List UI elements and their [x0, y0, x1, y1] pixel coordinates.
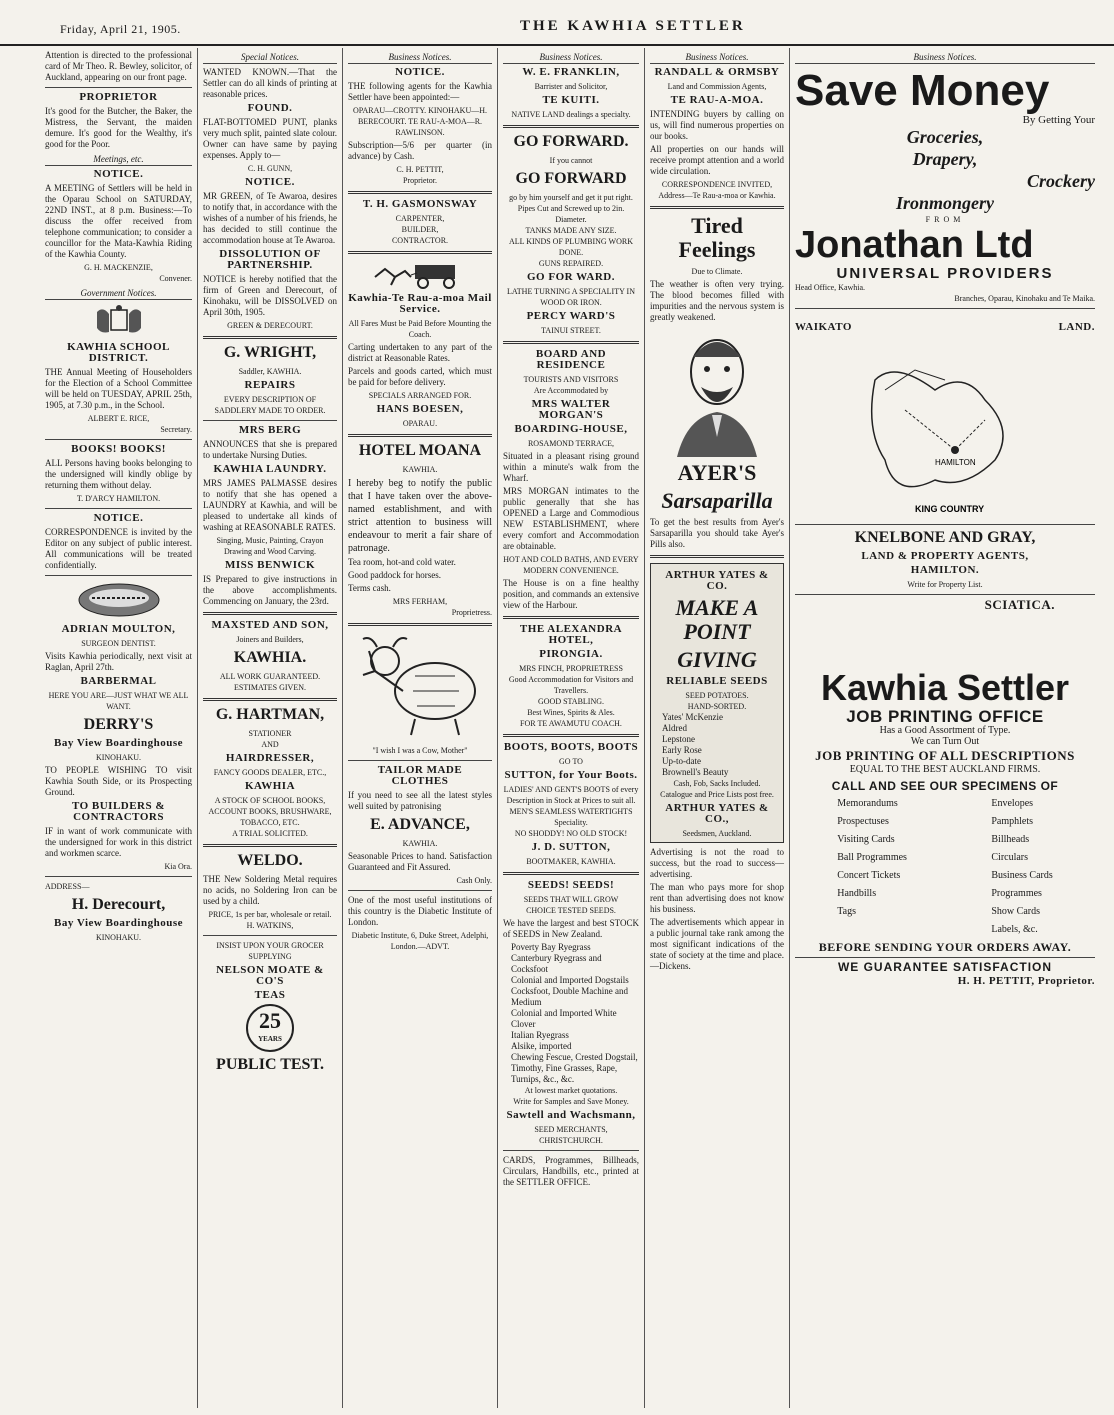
specimen-item: Billheads — [991, 834, 1030, 845]
seeds-sub: SEEDS THAT WILL GROW — [523, 895, 619, 904]
sawtell-name: Sawtell and Wachsmann, — [506, 1109, 636, 1121]
by-getting: By Getting Your — [1022, 114, 1095, 126]
hotel-sign: MRS FERHAM, — [392, 597, 448, 606]
agents-list: OPARAU—CROTTY. KINOHAKU—H. BERECOURT. TE RAU-A-MOA—R. RAWLINSON. — [352, 106, 487, 137]
builders-heading: TO BUILDERS & CONTRACTORS — [71, 800, 166, 823]
shoddy-text: NO SHODDY! NO OLD STOCK! — [514, 829, 628, 838]
land-agents: LAND & PROPERTY AGENTS, — [861, 550, 1029, 562]
sciatica-space — [795, 613, 1095, 668]
notice-heading-3: NOTICE. — [395, 66, 445, 78]
hotel-paddock: Good paddock for horses. — [348, 570, 441, 580]
potato-item: Lepstone — [662, 734, 695, 744]
alexandra-place: PIRONGIA. — [539, 648, 603, 660]
repairs-heading: REPAIRS — [244, 379, 296, 391]
job-all: JOB PRINTING OF ALL DESCRIPTIONS — [815, 748, 1075, 763]
hotel-terms: Terms cash. — [348, 583, 391, 593]
seed-list-item: Poverty Bay Ryegrass — [511, 942, 591, 952]
sawtell-sub: SEED MERCHANTS, — [534, 1125, 608, 1134]
specimen-item: Pamphlets — [991, 816, 1034, 827]
write-text: Write for Samples and Save Money. — [513, 1097, 629, 1106]
randall-text: INTENDING buyers by calling on us, will find numerous properties on our books. — [650, 109, 784, 141]
terrace-text: ROSAMOND TERRACE, — [527, 439, 615, 448]
column-2 — [198, 48, 343, 1408]
franklin-sub: Barrister and Solicitor, — [534, 82, 608, 91]
sawtell-place: CHRISTCHURCH. — [539, 1136, 603, 1145]
hartman-place: KAWHIA — [244, 780, 296, 792]
pipes-text: Pipes Cut and Screwed up to 2in. Diameter. — [517, 204, 625, 224]
boots-heading: BOOTS, BOOTS, BOOTS — [503, 741, 639, 753]
map-hamilton-label: HAMILTON — [935, 458, 976, 467]
derecourt-name: H. Derecourt, — [71, 896, 166, 913]
sarsaparilla: Sarsaparilla — [661, 488, 773, 513]
cash-only: Cash Only. — [456, 876, 492, 885]
jonathan-ltd: Jonathan Ltd — [795, 224, 1034, 266]
barber-heading: BARBERMAL — [80, 675, 157, 687]
randall-text-2: All properties on our hands will receive prompt attention and a world wide circulation. — [650, 144, 784, 176]
section-govt: Government Notices. — [45, 288, 192, 300]
maxsted-name: MAXSTED AND SON, — [211, 619, 329, 631]
potato-item: Early Rose — [662, 745, 702, 755]
issue-date: Friday, April 21, 1905. — [60, 22, 181, 36]
franklin-text: NATIVE LAND dealings a specialty. — [511, 110, 631, 119]
section-business-4: Business Notices. — [503, 52, 639, 64]
advance-text: Seasonable Prices to hand. Satisfaction Guaranteed and Fit Assured. — [348, 851, 492, 872]
tailor-heading: TAILOR MADE CLOTHES — [377, 764, 463, 787]
proprietor-heading: PROPRIETOR — [79, 91, 158, 103]
potato-item: Up-to-date — [662, 756, 701, 766]
job-printing-office: JOB PRINTING OFFICE — [846, 707, 1044, 726]
alexandra-text: Good Accommodation for Visitors and Travellers. — [508, 675, 634, 695]
carpenter-sub: CARPENTER, — [395, 214, 445, 223]
write-list: Write for Property List. — [907, 580, 983, 589]
potato-item: Brownell's Beauty — [662, 767, 729, 777]
seeds-text: We have the largest and best STOCK of SEEDS in New Zealand. — [503, 918, 639, 939]
repairs-text: EVERY DESCRIPTION OF SADDLERY MADE TO ORDER. — [214, 395, 326, 415]
guarantee: WE GUARANTEE SATISFACTION — [837, 960, 1053, 974]
specimen-item: Envelopes — [991, 798, 1034, 809]
morgan-text-2: MRS MORGAN intimates to the public generally that she has OPENED a Large and Commodious NEW ESTABLISHMENT, where every comfort and Accommodation are obtainable. — [503, 486, 639, 551]
notice-role: Convener. — [159, 274, 192, 283]
baths-text: HOT AND COLD BATHS, AND EVERY MODERN CONVENIENCE. — [503, 555, 639, 575]
carpenter-name: T. H. GASMONSWAY — [362, 198, 478, 210]
dissolution-heading: DISSOLUTION OF PARTNERSHIP. — [219, 248, 321, 271]
laundry-text: MRS JAMES PALMASSE desires to notify that she has opened a LAUNDRY at Kawhia, and will be pleased to undertake all kinds of washing at REASONABLE RATES. — [203, 478, 337, 532]
masthead — [0, 0, 1114, 46]
seed-list-item: Canterbury Ryegrass and Cocksfoot — [511, 953, 602, 974]
hartman-sub: STATIONER — [248, 729, 292, 738]
music-text: Singing, Music, Painting, Crayon Drawing and Wood Carving. — [216, 536, 324, 556]
accom-text: Are Accommodated by — [533, 386, 609, 395]
seed-list-item: Colonial and Imported White Clover — [511, 1008, 617, 1029]
seed-list-item: Cocksfoot, Double Machine and Medium — [511, 986, 628, 1007]
sutton-role: BOOTMAKER, KAWHIA. — [526, 857, 616, 866]
percy-ward: PERCY WARD'S — [526, 310, 616, 322]
berg-name: MRS BERG — [238, 424, 302, 436]
ayers-name: AYER'S — [677, 460, 757, 485]
stagecoach-icon — [365, 259, 475, 289]
seed-list-item: Italian Ryegrass — [511, 1030, 569, 1040]
specimen-item: Circulars — [991, 852, 1029, 863]
wanted-text: WANTED KNOWN.—That the Settler can do all kinds of printing at reasonable prices. — [203, 67, 337, 99]
hotel-text: I hereby beg to notify the public that I have taken over the above-named establishment, and with strict attention to business will endeavour to merit a fair share of patronage. — [348, 478, 492, 554]
potato-item: Yates' McKenzie — [662, 712, 723, 722]
badge-number: 25 — [259, 1008, 281, 1033]
notice-text: A MEETING of Settlers will be held in the Oparau School on SATURDAY, 22ND INST., at 8 p.m. Business:—To discuss the offer received from telephone communication; to consider a councillor for the Mata-Kawhia Riding of the Kawhia County. — [45, 183, 192, 259]
books-text: ALL Persons having books belonging to the undersigned will kindly oblige by returning them without delay. — [45, 458, 192, 490]
specimen-item: Show Cards — [991, 906, 1040, 917]
go-forward-1: GO FORWARD. — [513, 133, 629, 150]
map-king-country-label: KING COUNTRY — [915, 504, 985, 514]
column-3 — [343, 48, 498, 1408]
section-business-6: Business Notices. — [795, 52, 1095, 64]
specimens-right — [991, 795, 1052, 939]
district-map — [815, 340, 1075, 520]
maxsted-place: KAWHIA. — [233, 649, 307, 666]
hartman-trial: A TRIAL SOLICITED. — [232, 829, 308, 838]
weldo-text: THE New Soldering Metal requires no acids, no Soldering Iron can be used by a child. — [203, 874, 337, 906]
branches: Branches, Oparau, Kinohaku and Te Maika. — [954, 294, 1095, 303]
section-business-5: Business Notices. — [650, 52, 784, 64]
tailor-text: If you need to see all the latest styles well suited by patronising — [348, 790, 492, 811]
assortment: Has a Good Assortment of Type. — [879, 725, 1011, 736]
board-heading: BOARD AND RESIDENCE — [535, 348, 607, 371]
adrian-name: ADRIAN MOULTON, — [61, 623, 176, 635]
waikato-land-header — [795, 319, 1095, 336]
adrian-text: Visits Kawhia periodically, next visit at Raglan, April 27th. — [45, 651, 192, 672]
head-office: Head Office, Kawhia. — [795, 283, 866, 292]
weldo-sign: H. WATKINS, — [246, 921, 294, 930]
specimens-lists — [795, 795, 1095, 939]
mail-text: All Fares Must be Paid Before Mounting the Coach. — [348, 319, 492, 339]
berg-text: ANNOUNCES that she is prepared to undertake Nursing Duties. — [203, 439, 337, 460]
pettit-proprietor: H. H. PETTIT, Proprietor. — [957, 975, 1095, 987]
notice-text-2: MR GREEN, of Te Awaroa, desires to notify that, in accordance with the wishes of a number of his friends, he has decided to still continue the accommodation house at Te Awaroa. — [203, 191, 337, 245]
drapery: Drapery, — [912, 149, 978, 169]
hotel-role: Proprietress. — [451, 608, 492, 617]
newspaper-title: THE KAWHIA SETTLER — [520, 18, 746, 34]
tanks-text: TANKS MADE ANY SIZE. — [525, 226, 617, 235]
builders-text: IF in want of work communicate with the undersigned for work in this district and workmen scarce. — [45, 826, 192, 858]
boesen-place: OPARAU. — [402, 419, 438, 428]
cow-illustration — [355, 631, 485, 741]
barber-sub: HERE YOU ARE—JUST WHAT WE ALL WANT. — [48, 691, 189, 711]
prices-text: At lowest market quotations. — [524, 1086, 618, 1095]
hartman-name: G. HARTMAN, — [215, 706, 325, 723]
universal-providers: UNIVERSAL PROVIDERS — [836, 265, 1054, 282]
proprietor-text: It's good for the Butcher, the Baker, the Mistress, the Servant, the maiden demure. It's good for the Wealthy, it's good for the Poor. — [45, 106, 192, 149]
nelson-moate: NELSON MOATE & CO'S — [216, 964, 324, 987]
years-badge — [246, 1004, 294, 1052]
maxsted-sub: Joiners and Builders, — [236, 635, 304, 644]
morgan-text: Situated in a pleasant rising ground within a minute's walk from the Wharf. — [503, 451, 639, 483]
ironmongery: Ironmongery — [895, 193, 994, 213]
mail-heading: Kawhia-Te Rau-a-moa Mail Service. — [348, 292, 492, 315]
knelbone-gray: KNELBONE AND GRAY, — [854, 529, 1036, 546]
found-sign: C. H. GUNN, — [247, 164, 293, 173]
wines-text: Best Wines, Spirits & Ales. — [527, 708, 615, 717]
derecourt-sub: Bay View Boardinghouse — [54, 917, 183, 929]
plumbing-text: ALL KINDS OF PLUMBING WORK DONE. — [508, 237, 633, 257]
section-business-3: Business Notices. — [348, 52, 492, 64]
books-heading: BOOKS! BOOKS! — [71, 443, 166, 455]
groceries: Groceries, — [906, 127, 984, 147]
randall-sub: Land and Commission Agents, — [667, 82, 767, 91]
hartman-hair: HAIRDRESSER, — [225, 752, 315, 764]
last-text: The advertisements which appear in a public journal take rank among the most significant indications of the state of society at the time and place.—Dickens. — [650, 917, 784, 971]
subscription-text: Subscription—5/6 per quarter (in advance) by Cash. — [348, 140, 492, 161]
boarding-house: BOARDING-HOUSE, — [514, 423, 628, 435]
make-a-point: MAKE A POINT — [675, 595, 759, 644]
advance-place: KAWHIA. — [402, 839, 438, 848]
turn-out: We can Turn Out — [910, 736, 980, 747]
found-heading: FOUND. — [247, 102, 293, 114]
builders-sign: Kia Ora. — [164, 862, 192, 871]
portrait-illustration — [667, 327, 767, 457]
seed-list-item: Colonial and Imported Dogstails — [511, 975, 629, 985]
hand-sorted: HAND-SORTED. — [687, 702, 747, 711]
dentures-icon — [74, 580, 164, 620]
seed-potatoes: SEED POTATOES. — [685, 691, 749, 700]
cards-text: CARDS, Programmes, Billheads, Circulars, Handbills, etc., printed at the SETTLER OFFICE. — [503, 1155, 639, 1187]
morgan-name: MRS WALTER MORGAN'S — [531, 398, 611, 421]
subscription-role: Proprietor. — [403, 176, 437, 185]
weldo-price: PRICE, 1s per bar, wholesale or retail. — [208, 910, 332, 919]
randall-name: RANDALL & ORMSBY — [654, 66, 780, 78]
seeds-choice: CHOICE TESTED SEEDS. — [526, 906, 616, 915]
alexandra-prop: MRS FINCH, PROPRIETRESS — [519, 664, 623, 673]
specimen-item: Concert Tickets — [837, 870, 901, 881]
intro-paragraph: Attention is directed to the professional card of Mr Theo. R. Bewley, solicitor, of Auckland, appearing on our front page. — [45, 50, 192, 82]
waikato-label: WAIKATO — [795, 321, 852, 333]
randall-place: TE RAU-A-MOA. — [670, 94, 764, 106]
seamless-text: MEN'S SEAMLESS WATERTIGHTS Speciality. — [509, 807, 633, 827]
specimen-item: Business Cards — [991, 870, 1053, 881]
hamilton: HAMILTON. — [910, 564, 980, 576]
laundry-heading: KAWHIA LAUNDRY. — [213, 463, 327, 475]
notice-sign: G. H. MACKENZIE, — [84, 263, 153, 272]
column-4 — [498, 48, 645, 1408]
yates-name-2: ARTHUR YATES & CO., — [665, 802, 769, 825]
tired-text: The weather is often very trying. The blood becomes filled with impurities and the nervous system is greatly weakened. — [650, 279, 784, 322]
hotel-name: HOTEL MOANA — [358, 442, 482, 459]
specimen-item: Visiting Cards — [837, 834, 895, 845]
yates-advert — [650, 563, 784, 843]
benwick-text: IS Prepared to give instructions in the above accomplishments. Commencing on January, the 23rd. — [203, 574, 337, 606]
specimen-item: Programmes — [991, 888, 1042, 899]
specials-text: SPECIALS ARRANGED FOR. — [368, 391, 472, 400]
derry-sub: Bay View Boardinghouse — [54, 737, 183, 749]
school-text: THE Annual Meeting of Householders for the Election of a School Committee will be held on TUESDAY, APRIL 25th, 1905, at 7.30 p.m., in the School. — [45, 367, 192, 410]
advance-name: E. ADVANCE, — [370, 816, 470, 833]
tired-feelings: Tired Feelings — [678, 213, 756, 262]
boesen-name: HANS BOESEN, — [376, 403, 464, 415]
derry-place: KINOHAKU. — [95, 753, 142, 762]
dissolution-text: NOTICE is hereby notified that the firm of Green and Derecourt, of Kinohaku, will be DISSOLVED on April 30th, 1905. — [203, 274, 337, 317]
yates-name: ARTHUR YATES & CO. — [665, 569, 769, 592]
land-label: LAND. — [1058, 321, 1095, 333]
parcels-text: Parcels and goods carted, which must be paid for before delivery. — [348, 366, 492, 387]
seeds-heading: SEEDS! SEEDS! — [527, 879, 615, 891]
address-label: ADDRESS— — [45, 882, 90, 891]
insist-text: INSIST UPON YOUR GROCER SUPPLYING — [216, 941, 324, 961]
stabling-text: GOOD STABLING. — [537, 697, 605, 706]
school-heading: KAWHIA SCHOOL DISTRICT. — [67, 341, 170, 364]
diabetic-text: One of the most useful institutions of this country is the Diabetic Institute of London. — [348, 895, 492, 927]
go-forward-3: GO FOR WARD. — [527, 271, 615, 283]
percy-street: TAINUI STREET. — [541, 326, 601, 335]
notice-heading-2: NOTICE. — [245, 176, 295, 188]
benwick-name: MISS BENWICK — [224, 559, 316, 571]
books-sign: T. D'ARCY HAMILTON. — [76, 494, 161, 503]
hartman-stock: A STOCK OF SCHOOL BOOKS, ACCOUNT BOOKS, BRUSHWARE, TOBACCO, ETC. — [208, 796, 332, 827]
wright-name: G. WRIGHT, — [223, 344, 317, 361]
hotel-water: Tea room, hot-and cold water. — [348, 557, 456, 567]
specimen-item: Handbills — [837, 888, 877, 899]
notice2-heading: NOTICE. — [93, 512, 144, 524]
school-role: Secretary. — [160, 425, 192, 434]
notice2-text: CORRESPONDENCE is invited by the Editor on any subject of public interest. All communications will be treated confidentially. — [45, 527, 192, 570]
specimen-item: Ball Programmes — [837, 852, 907, 863]
specimens-left — [837, 795, 907, 939]
section-special: Special Notices. — [203, 52, 337, 64]
derry-text: TO PEOPLE WISHING TO visit Kawhia South Side, or its Prospecting Ground. — [45, 765, 192, 797]
advertising-text: Advertising is not the road to success, but the road to success—advertising. — [650, 847, 784, 879]
contractor-sub: CONTRACTOR. — [391, 236, 449, 245]
teas-heading: TEAS — [254, 989, 286, 1001]
tourists-text: TOURISTS AND VISITORS — [523, 375, 619, 384]
adrian-sub: SURGEON DENTIST. — [81, 639, 156, 648]
builder-sub: BUILDER, — [401, 225, 439, 234]
harbour-text: The House is on a fine healthy position, and commands an extensive view of the Harbour. — [503, 578, 639, 610]
sutton-name: J. D. SUTTON, — [531, 841, 611, 853]
sutton-heading: SUTTON, for Your Boots. — [504, 769, 638, 781]
column-5 — [645, 48, 790, 1408]
seed-list-item: Alsike, imported — [511, 1041, 572, 1051]
go2-text: go by him yourself and get it put right. — [509, 193, 633, 202]
catalogue-text: Catalogue and Price Lists post free. — [660, 790, 774, 799]
go-to: GO TO — [559, 757, 583, 766]
lathe-text: LATHE TURNING A SPECIALITY IN WOOD OR IRON. — [507, 287, 635, 307]
column-1 — [40, 48, 198, 1408]
section-meetings: Meetings, etc. — [45, 154, 192, 166]
guns-text: GUNS REPAIRED. — [538, 259, 604, 268]
column-6 — [790, 48, 1100, 1408]
found-text: FLAT-BOTTOMED PUNT, planks very much split, painted slate colour. Owner can have same by paying expenses. Apply to— — [203, 117, 337, 160]
derecourt-place: KINOHAKU. — [95, 933, 142, 942]
hartman-and: AND — [261, 740, 279, 749]
maxsted-estimates: ESTIMATES GIVEN. — [234, 683, 306, 692]
kawhia-settler: Kawhia Settler — [820, 667, 1070, 708]
badge-label: YEARS — [258, 1035, 282, 1043]
derry-name: DERRY'S — [83, 716, 154, 733]
address-text: Address—Te Rau-a-moa or Kawhia. — [658, 191, 776, 200]
cash-text: Cash, Fob, Sacks Included. — [673, 779, 761, 788]
weldo-heading: WELDO. — [237, 852, 303, 869]
sciatica: SCIATICA. — [984, 597, 1055, 612]
wright-sub: Saddler, KAWHIA. — [238, 367, 302, 376]
yates-sub: Seedsmen, Auckland. — [682, 829, 752, 838]
ayer-text: To get the best results from Ayer's Sarsaparilla you should take Ayer's Pills also. — [650, 517, 784, 549]
go-forward-2: GO FORWARD — [515, 170, 627, 187]
hartman-fancy: FANCY GOODS DEALER, ETC., — [213, 768, 327, 777]
before-sending: BEFORE SENDING YOUR ORDERS AWAY. — [818, 940, 1072, 954]
reliable-seeds: RELIABLE SEEDS — [666, 675, 768, 687]
from: FROM — [925, 215, 965, 224]
call-and-see: CALL AND SEE OUR SPECIMENS OF — [831, 779, 1059, 793]
specimen-item: Memorandums — [837, 798, 898, 809]
hotel-place: KAWHIA. — [402, 465, 438, 474]
giving: GIVING — [677, 647, 757, 672]
advertise-text: The man who pays more for shop rent than advertising does not know his business. — [650, 882, 784, 914]
dissolution-sign: GREEN & DERECOURT. — [227, 321, 313, 330]
crockery: Crockery — [1027, 171, 1095, 191]
specimen-item: Prospectuses — [837, 816, 889, 827]
public-test: PUBLIC TEST. — [216, 1056, 324, 1073]
climate-text: Due to Climate. — [691, 267, 743, 276]
seed-list-item: Chewing Fescue, Crested Dogstail, Timothy, Fine Grasses, Rape, Turnips, &c., &c. — [511, 1052, 638, 1084]
specimen-item: Labels, &c. — [991, 924, 1038, 935]
coach-text: FOR TE AWAMUTU COACH. — [520, 719, 622, 728]
sutton-text: LADIES' AND GENT'S BOOTS of every Description in Stock at Prices to suit all. — [503, 785, 639, 805]
cow-caption: "I wish I was a Cow, Mother" — [372, 746, 468, 755]
potato-item: Aldred — [662, 723, 687, 733]
equal-best: EQUAL TO THE BEST AUCKLAND FIRMS. — [849, 764, 1041, 775]
alexandra-hotel: THE ALEXANDRA HOTEL, — [519, 623, 623, 646]
corr-text: CORRESPONDENCE INVITED, — [661, 180, 773, 189]
franklin-name: W. E. FRANKLIN, — [522, 66, 620, 78]
mail-text-2: Carting undertaken to any part of the district at Reasonable Rates. — [348, 342, 492, 363]
specimen-item: Tags — [837, 906, 856, 917]
go-text: If you cannot — [549, 156, 593, 165]
diabetic-sign: Diabetic Institute, 6, Duke Street, Adelphi, London.—ADVT. — [351, 931, 489, 951]
save-money: Save Money — [795, 66, 1050, 115]
notice-heading: NOTICE. — [93, 168, 144, 180]
franklin-place: TE KUITI. — [542, 94, 600, 106]
subscription-sign: C. H. PETTIT, — [396, 165, 444, 174]
notice-text-3: THE following agents for the Kawhia Settler have been appointed:— — [348, 81, 492, 102]
coat-of-arms-icon — [89, 304, 149, 338]
maxsted-guarantee: ALL WORK GUARANTEED. — [219, 672, 321, 681]
school-sign: ALBERT E. RICE, — [87, 414, 150, 423]
